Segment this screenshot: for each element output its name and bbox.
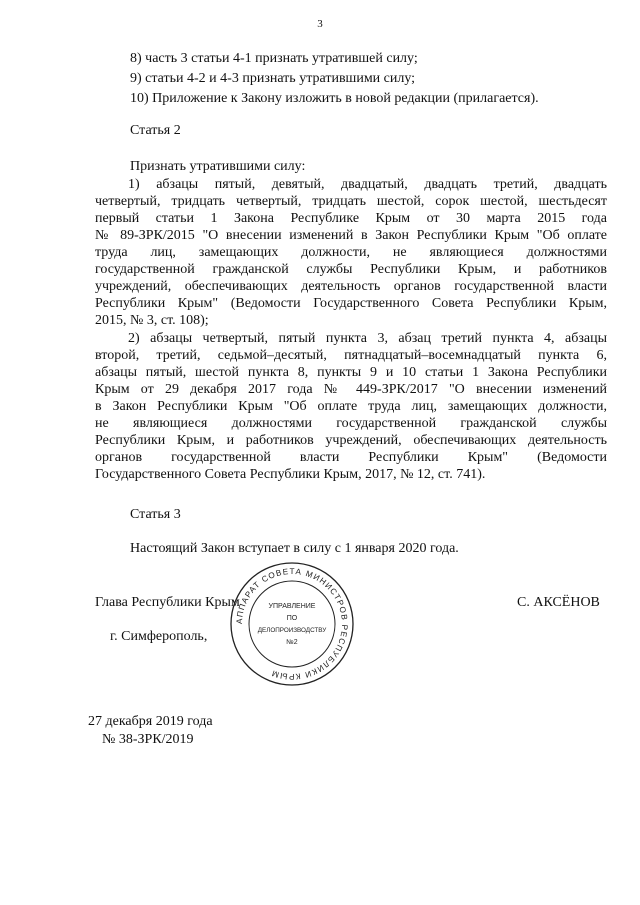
paragraph-line: Республики Крым" (Ведомости Государственного Совета Республики Крым, <box>95 296 607 311</box>
signature-position: Глава Республики Крым <box>95 595 240 610</box>
list-item: 9) статьи 4-2 и 4-3 признать утратившими силу; <box>130 71 416 86</box>
paragraph-line: № 89-ЗРК/2015 "О внесении изменений в Закон Республики Крым "Об оплате <box>95 228 607 243</box>
paragraph-line: 2015, № 3, ст. 108); <box>95 313 209 328</box>
paragraph-line: в Закон Республики Крым "Об оплате труда лиц, замещающих должности, <box>95 399 607 414</box>
paragraph-line: органов государственной власти Республики Крым" (Ведомости <box>95 450 607 465</box>
law-date: 27 декабря 2019 года <box>88 714 213 729</box>
paragraph-line: учреждений, обеспечивающих деятельность органов государственной власти <box>95 279 607 294</box>
paragraph-line: Крым от 29 декабря 2017 года № 449-ЗРК/2017 "О внесении изменений <box>95 382 607 397</box>
stamp-center-line: ДЕЛОПРОИЗВОДСТВУ <box>257 627 327 634</box>
paragraph-line: не являющиеся должностями государственной гражданской службы <box>95 416 607 431</box>
article-2-paragraph-2 <box>95 330 607 483</box>
paragraph-line: абзацы пятый, шестой пункта 8, пункты 9 и 10 статьи 1 Закона Республики <box>95 365 607 380</box>
paragraph-line: 2) абзацы четвертый, пятый пункта 3, абзац третий пункта 4, абзацы <box>128 331 607 346</box>
paragraph-line: четвертый, тридцать четвертый, тридцать шестой, сорок шестой, шестьдесят <box>95 194 607 209</box>
paragraph-line: Государственного Совета Республики Крым, 2017, № 12, ст. 741). <box>95 467 486 482</box>
city-label: г. Симферополь, <box>110 629 208 644</box>
article-2-heading: Статья 2 <box>130 123 181 138</box>
page-number: 3 <box>317 18 323 30</box>
stamp-center-line: УПРАВЛЕНИЕ <box>268 603 316 610</box>
signatory-name: С. АКСЁНОВ <box>517 595 600 610</box>
law-number: № 38-ЗРК/2019 <box>102 732 194 747</box>
stamp-ring-text: АППАРАТ СОВЕТА МИНИСТРОВ РЕСПУБЛИКИ КРЫМ <box>234 566 350 682</box>
stamp-inner-ring <box>249 581 335 667</box>
paragraph-line: 1) абзацы пятый, девятый, двадцатый, двадцать третий, двадцать <box>128 177 607 192</box>
paragraph-line: труда лиц, замещающих должности, не являющиеся должностями <box>95 245 607 260</box>
list-item: 8) часть 3 статьи 4-1 признать утратившей силу; <box>130 51 418 66</box>
paragraph-line: Республики Крым, и работников учреждений, обеспечивающих деятельность <box>95 433 607 448</box>
paragraph-line: государственной гражданской службы Республики Крым, и работников <box>95 262 607 277</box>
stamp-center-line: ПО <box>286 615 298 622</box>
list-item: 10) Приложение к Закону изложить в новой редакции (прилагается). <box>130 91 539 106</box>
paragraph-line: первый статьи 1 Закона Республике Крым от 30 марта 2015 года <box>95 211 607 226</box>
article-3-text: Настоящий Закон вступает в силу с 1 января 2020 года. <box>130 541 459 556</box>
paragraph-line: второй, третий, седьмой–десятый, пятнадцатый–восемнадцатый пункта 6, <box>95 348 607 363</box>
article-2-paragraph-1 <box>95 176 607 329</box>
article-3-heading: Статья 3 <box>130 507 181 522</box>
article-2-intro: Признать утратившими силу: <box>130 159 306 174</box>
stamp-center-line: №2 <box>286 639 298 646</box>
office-stamp <box>228 560 356 688</box>
